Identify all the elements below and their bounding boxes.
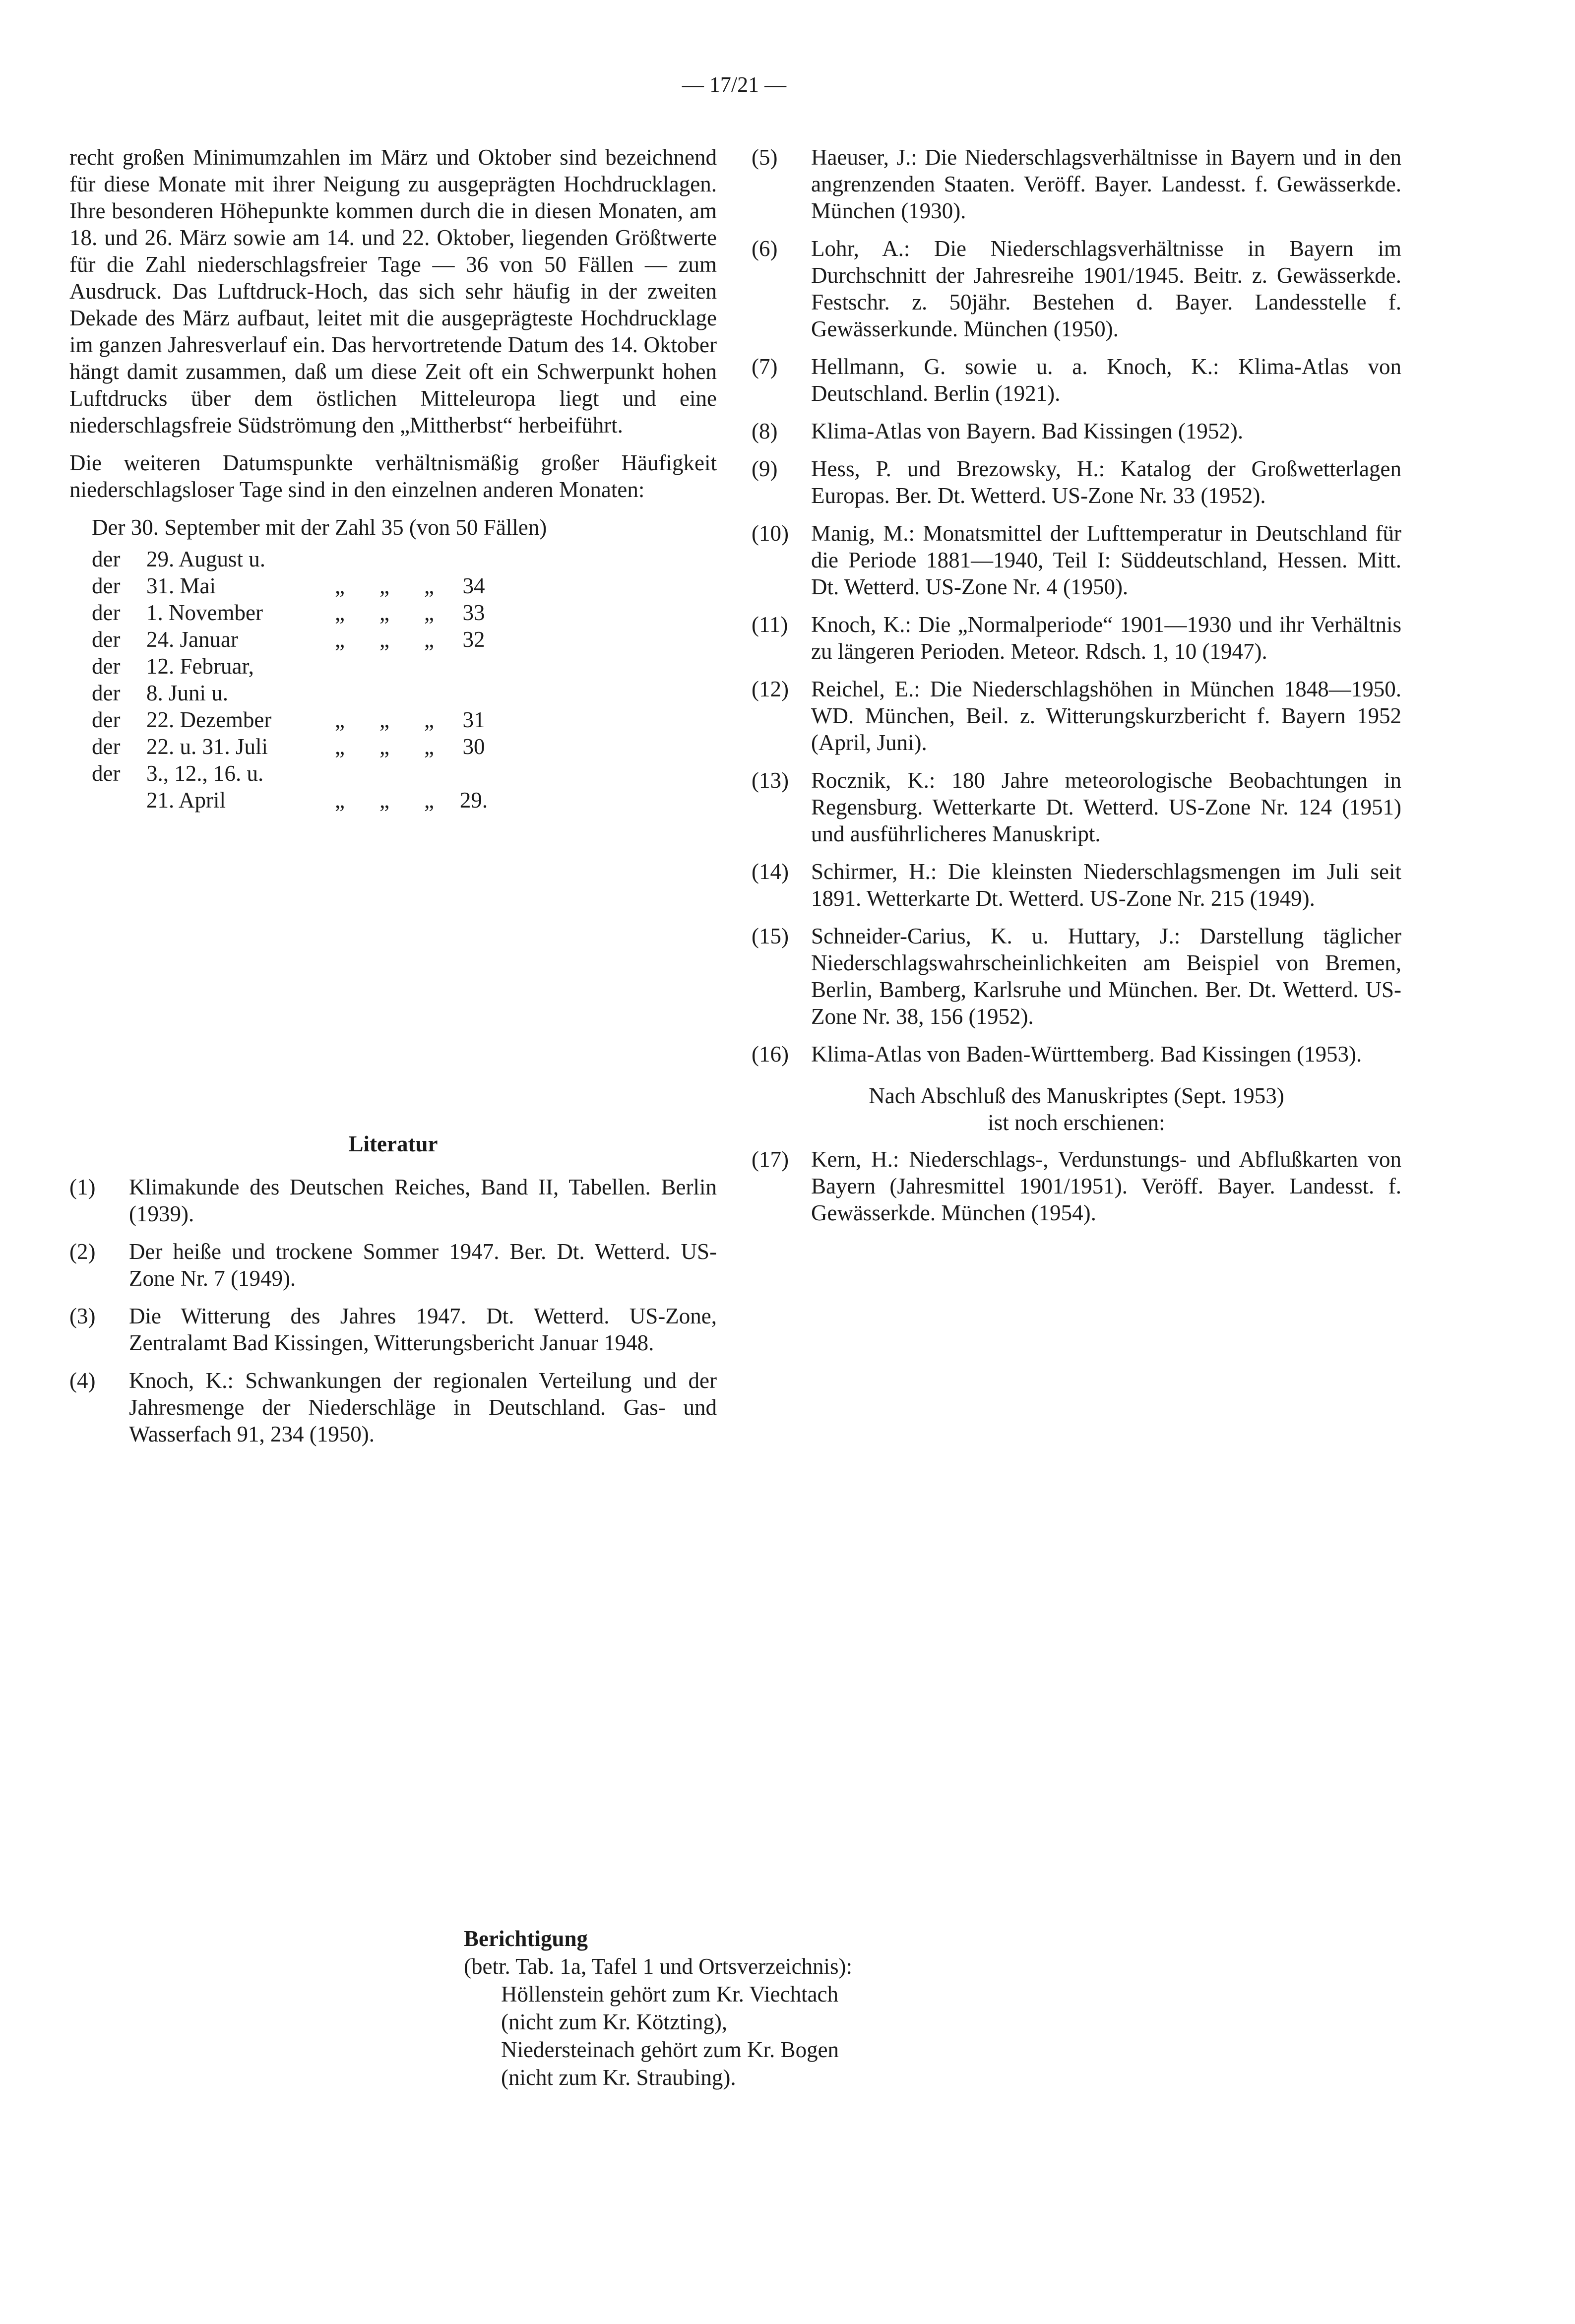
literature-list-right xyxy=(752,144,1401,1237)
reference-item xyxy=(69,1174,717,1227)
reference-item xyxy=(69,1367,717,1447)
reference-number: (8) xyxy=(752,419,778,443)
correction-title: Berichtigung xyxy=(464,1926,588,1951)
reference-item xyxy=(752,235,1401,342)
reference-number: (13) xyxy=(752,768,789,793)
reference-text: Lohr, A.: Die Niederschlagsverhältnisse in Bayern im Durchschnitt der Jahresreihe 1901/1945. Beitr. z. Gewässerkde. Festschr. z. 50jähr. Bestehen d. Bayer. Landesstelle f. Gewässerkunde. München (1950). xyxy=(811,236,1401,341)
reference-text: Hellmann, G. sowie u. a. Knoch, K.: Klima-Atlas von Deutschland. Berlin (1921). xyxy=(811,354,1401,406)
correction-line: Höllenstein gehört zum Kr. Viechtach xyxy=(501,1982,839,2007)
paragraph-2: Die weiteren Datumspunkte verhältnismäßig großer Häufigkeit niederschlagsloser Tage sind in den einzelnen anderen Monaten: xyxy=(69,450,717,502)
reference-number: (5) xyxy=(752,145,778,170)
date-row: der 31. Mai „ „ „ 34 xyxy=(92,573,485,598)
reference-number: (14) xyxy=(752,859,789,884)
reference-number: (16) xyxy=(752,1042,789,1067)
reference-text: Schirmer, H.: Die kleinsten Niederschlagsmengen im Juli seit 1891. Wetterkarte Dt. Wetterd. US-Zone Nr. 215 (1949). xyxy=(811,859,1401,911)
paragraph-1: recht großen Minimumzahlen im März und Oktober sind bezeichnend für diese Monate mit ihrer Neigung zu ausgeprägten Hochdrucklagen. Ihre besonderen Höhepunkte kommen durch die in diesen Monaten, am 18. und 26. März sowie am 14. und 22. Oktober, liegenden Größtwerte für die Zahl niederschlagsfreier Tage — 36 von 50 Fällen — zum Ausdruck. Das Luftdruck-Hoch, das sich sehr häufig in der zweiten Dekade des März aufbaut, leitet mit die ausgeprägteste Hochdrucklage im ganzen Jahresverlauf ein. Das hervortretende Datum des 14. Oktober hängt damit zusammen, daß um diese Zeit oft ein Schwerpunkt hohen Luftdrucks über dem östlichen Mitteleuropa liegt und eine niederschlagsfreie Südströmung den „Mittherbst“ herbeiführt. xyxy=(69,145,717,438)
date-row: der 3., 12., 16. u. xyxy=(92,761,264,786)
reference-text: Klima-Atlas von Baden-Württemberg. Bad Kissingen (1953). xyxy=(811,1042,1362,1067)
reference-number: (11) xyxy=(752,612,788,637)
correction-line: (nicht zum Kr. Straubing). xyxy=(501,2065,736,2090)
date-list-header: Der 30. September mit der Zahl 35 (von 50 Fällen) xyxy=(92,515,547,540)
reference-item xyxy=(752,455,1401,509)
reference-item xyxy=(752,923,1401,1030)
reference-number: (3) xyxy=(69,1304,96,1328)
reference-number: (6) xyxy=(752,236,778,261)
date-row: 21. April „ „ „ 29. xyxy=(146,788,488,813)
reference-number: (12) xyxy=(752,677,789,701)
reference-number: (7) xyxy=(752,354,778,379)
correction-line: (nicht zum Kr. Kötzting), xyxy=(501,2010,728,2034)
literature-heading: Literatur xyxy=(348,1131,438,1156)
reference-number: (2) xyxy=(69,1239,96,1264)
reference-text: Manig, M.: Monatsmittel der Lufttemperatur in Deutschland für die Periode 1881—1940, Teil I: Süddeutschland, Hessen. Mitt. Dt. Wetterd. US-Zone Nr. 4 (1950). xyxy=(811,521,1401,599)
reference-text: Schneider-Carius, K. u. Huttary, J.: Darstellung täglicher Niederschlagswahrscheinlichkeiten am Beispiel von Bremen, Berlin, Bamberg, Karlsruhe und München. Ber. Dt. Wetterd. US-Zone Nr. 38, 156 (1952). xyxy=(811,924,1401,1029)
reference-item xyxy=(752,353,1401,407)
correction-block xyxy=(464,1925,1009,2091)
correction-lines xyxy=(501,1980,1009,2091)
reference-item xyxy=(752,1041,1401,1068)
date-row: der 22. u. 31. Juli „ „ „ 30 xyxy=(92,734,485,759)
date-row: der 24. Januar „ „ „ 32 xyxy=(92,627,485,652)
reference-item xyxy=(69,1303,717,1356)
reference-text: Klima-Atlas von Bayern. Bad Kissingen (1952). xyxy=(811,419,1244,443)
date-row: der 1. November „ „ „ 33 xyxy=(92,600,485,625)
reference-text: Reichel, E.: Die Niederschlagshöhen in München 1848—1950. WD. München, Beil. z. Witterungskurzbericht f. Bayern 1952 (April, Juni). xyxy=(811,677,1401,755)
reference-number: (17) xyxy=(752,1147,789,1172)
date-row: der 12. Februar, xyxy=(92,654,254,679)
reference-item xyxy=(752,858,1401,912)
reference-item xyxy=(752,418,1401,444)
reference-item xyxy=(752,1146,1401,1226)
reference-number: (9) xyxy=(752,456,778,481)
reference-text: Die Witterung des Jahres 1947. Dt. Wetterd. US-Zone, Zentralamt Bad Kissingen, Witterungsbericht Januar 1948. xyxy=(129,1304,717,1355)
reference-item xyxy=(69,1238,717,1292)
reference-text: Knoch, K.: Schwankungen der regionalen Verteilung und der Jahresmenge der Niederschläge in Deutschland. Gas- und Wasserfach 91, 234 (1950). xyxy=(129,1368,717,1446)
reference-item xyxy=(752,520,1401,600)
date-row: der 29. August u. xyxy=(92,547,266,571)
correction-subtitle: (betr. Tab. 1a, Tafel 1 und Ortsverzeichnis): xyxy=(464,1954,853,1979)
reference-text: Rocznik, K.: 180 Jahre meteorologische Beobachtungen in Regensburg. Wetterkarte Dt. Wetterd. US-Zone Nr. 124 (1951) und ausführlicheres Manuskript. xyxy=(811,768,1401,846)
reference-item xyxy=(752,767,1401,847)
reference-text: Der heiße und trockene Sommer 1947. Ber. Dt. Wetterd. US-Zone Nr. 7 (1949). xyxy=(129,1239,717,1291)
reference-number: (15) xyxy=(752,924,789,948)
reference-item xyxy=(752,611,1401,665)
addendum-note-line-1: Nach Abschluß des Manuskriptes (Sept. 1953) xyxy=(869,1083,1284,1108)
reference-number: (4) xyxy=(69,1368,96,1393)
addendum-note-line-2: ist noch erschienen: xyxy=(988,1110,1165,1135)
correction-line: Niedersteinach gehört zum Kr. Bogen xyxy=(501,2037,839,2062)
reference-number: (1) xyxy=(69,1175,96,1199)
date-list xyxy=(92,546,496,814)
left-column xyxy=(69,144,717,814)
reference-text: Haeuser, J.: Die Niederschlagsverhältnisse in Bayern und in den angrenzenden Staaten. Veröff. Bayer. Landesst. f. Gewässerkde. München (1930). xyxy=(811,145,1401,223)
literature-list-left xyxy=(69,1174,717,1458)
reference-item xyxy=(752,144,1401,224)
reference-text: Klimakunde des Deutschen Reiches, Band II, Tabellen. Berlin (1939). xyxy=(129,1175,717,1226)
reference-text: Knoch, K.: Die „Normalperiode“ 1901—1930 und ihr Verhältnis zu längeren Perioden. Meteor. Rdsch. 1, 10 (1947). xyxy=(811,612,1401,664)
reference-text: Hess, P. und Brezowsky, H.: Katalog der Großwetterlagen Europas. Ber. Dt. Wetterd. US-Zone Nr. 33 (1952). xyxy=(811,456,1401,508)
date-row: der 8. Juni u. xyxy=(92,681,229,705)
addendum-note xyxy=(752,1082,1401,1136)
reference-item xyxy=(752,676,1401,756)
date-row: der 22. Dezember „ „ „ 31 xyxy=(92,707,485,732)
reference-text: Kern, H.: Niederschlags-, Verdunstungs- und Abflußkarten von Bayern (Jahresmittel 1901/1951). Veröff. Bayer. Landesst. f. Gewässerkde. München (1954). xyxy=(811,1147,1401,1225)
reference-number: (10) xyxy=(752,521,789,546)
page-number: — 17/21 — xyxy=(682,72,787,97)
